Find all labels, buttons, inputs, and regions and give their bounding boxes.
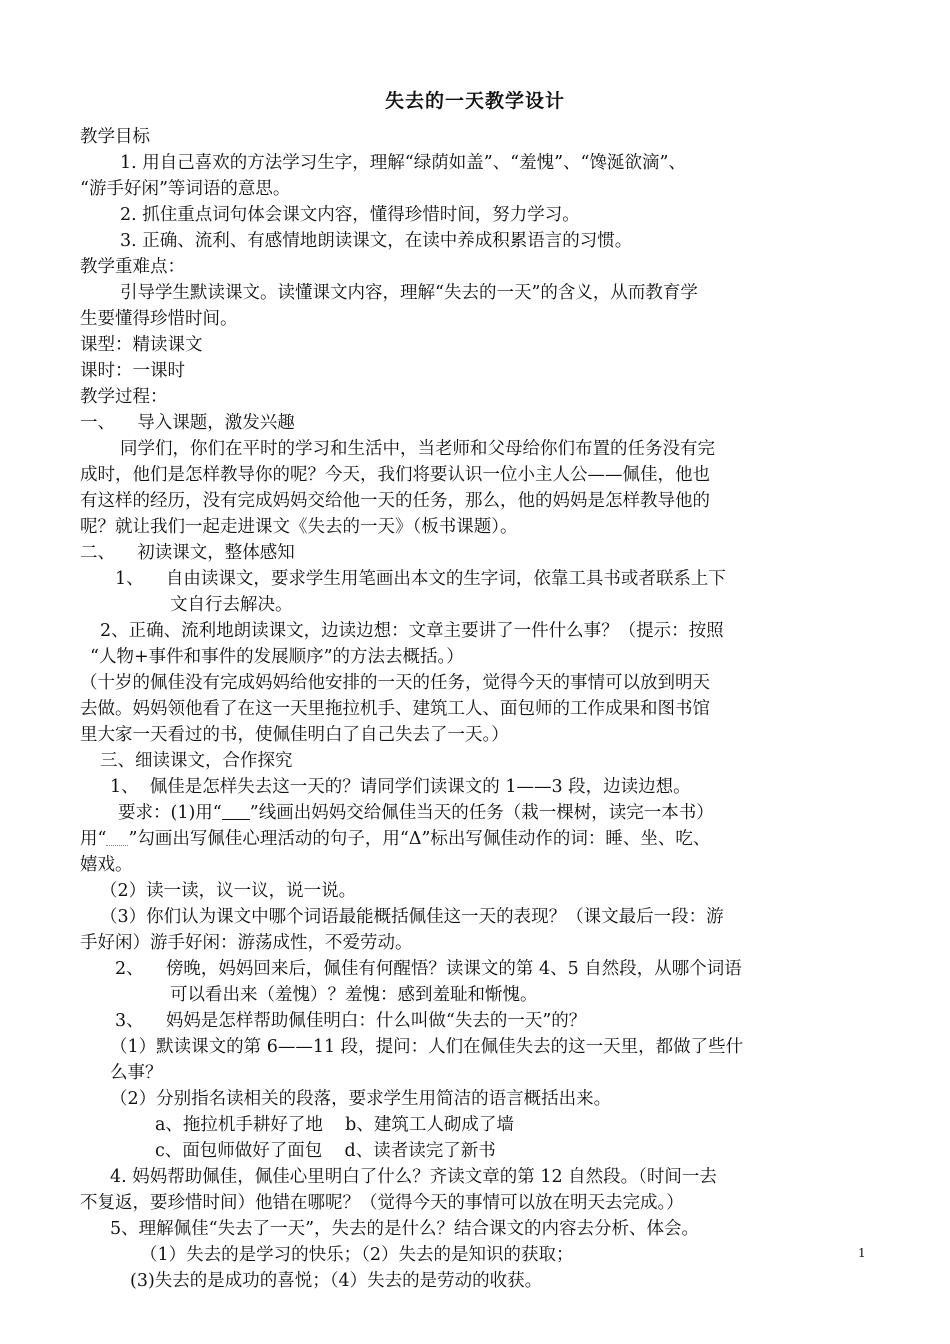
text-line: （十岁的佩佳没有完成妈妈给他安排的一天的任务，觉得今天的事情可以放到明天: [80, 673, 710, 693]
text-line: (3)失去的是成功的喜悦；（4）失去的是劳动的收获。: [130, 1271, 543, 1291]
text-line: 成时，他们是怎样教导你的呢？今天，我们将要认识一位小主人公——佩佳，他也: [80, 465, 710, 485]
text-line: “人物+事件和事件的发展顺序”的方法去概括。）: [90, 647, 464, 667]
text-line: a、拖拉机手耕好了地 b、建筑工人砌成了墙: [155, 1115, 514, 1135]
text-line: 呢？就让我们一起走进课文《失去的一天》（板书课题）。: [80, 517, 518, 537]
section-heading: 课型：精读课文: [80, 335, 203, 355]
document-title: 失去的一天教学设计: [384, 90, 565, 112]
section-heading: 教学目标: [80, 127, 150, 147]
text-line: （1）失去的是学习的快乐；（2）失去的是知识的获取；: [140, 1245, 574, 1265]
text-line: （3）你们认为课文中哪个词语最能概括佩佳这一天的表现？（课文最后一段：游: [100, 907, 724, 927]
text-line: 不复返，要珍惜时间）他错在哪呢？（觉得今天的事情可以放在明天去完成。）: [80, 1193, 684, 1213]
text-line: 4. 妈妈帮助佩佳，佩佳心里明白了什么？齐读文章的第 12 自然段。（时间一去: [110, 1167, 717, 1187]
text-line: “游手好闲”等词语的意思。: [80, 179, 291, 199]
text-line: 1. 用自己喜欢的方法学习生字，理解“绿荫如盖”、“羞愧”、“馋涎欲滴”、: [120, 153, 686, 173]
text-line: 有这样的经历，没有完成妈妈交给他一天的任务，那么，他的妈妈是怎样教导他的: [80, 491, 710, 511]
section-heading: 教学重难点：: [80, 257, 185, 277]
text-line: 2. 抓住重点词句体会课文内容，懂得珍惜时间，努力学习。: [120, 205, 580, 225]
text-line: 1、 自由读课文，要求学生用笔画出本文的生字词，依靠工具书或者联系上下: [115, 569, 726, 589]
text-segment: ”线画出妈妈交给佩佳当天的任务（栽一棵树，读完一本书）: [249, 803, 714, 823]
text-line: 1、 佩佳是怎样失去这一天的？请同学们读课文的 1——3 段，边读边想。: [110, 777, 691, 797]
text-line: [118, 800, 714, 826]
text-line: 同学们，你们在平时的学习和生活中，当老师和父母给你们布置的任务没有完: [120, 439, 715, 459]
text-segment: ”勾画出写佩佳心理活动的句子，用“Δ”标出写佩佳动作的词：睡、坐、吃、: [128, 829, 711, 849]
text-line: 2、正确、流利地朗读课文，边读边想：文章主要讲了一件什么事？（提示：按照: [100, 621, 724, 641]
text-line: 可以看出来（羞愧）？羞愧：感到羞耻和惭愧。: [170, 985, 538, 1005]
text-line: c、面包师做好了面包 d、读者读完了新书: [155, 1141, 496, 1161]
underline-mark: [222, 803, 250, 820]
section-heading: 二、 初读课文，整体感知: [80, 543, 295, 563]
text-line: （2）分别指名读相关的段落，要求学生用简洁的语言概括出来。: [110, 1089, 612, 1109]
text-line: 引导学生默读课文。读懂课文内容，理解“失去的一天”的含义，从而教育学: [120, 283, 698, 303]
section-heading: 一、 导入课题，激发兴趣: [80, 413, 295, 433]
text-line: 去做。妈妈领他看了在这一天里拖拉机手、建筑工人、面包师的工作成果和图书馆: [80, 699, 710, 719]
text-line: （2）读一读，议一议，说一说。: [100, 881, 357, 901]
text-line: （1）默读课文的第 6——11 段，提问：人们在佩佳失去的这一天里，都做了些什: [110, 1037, 744, 1057]
text-line: [80, 826, 710, 852]
text-segment: 要求：(1)用“: [118, 803, 222, 823]
page-number: 1: [858, 1246, 866, 1260]
text-line: 生要懂得珍惜时间。: [80, 309, 238, 329]
text-line: 3、 妈妈是怎样帮助佩佳明白：什么叫做“失去的一天”的？: [115, 1011, 587, 1031]
text-segment: 用“: [80, 829, 107, 849]
text-line: 嬉戏。: [80, 855, 133, 875]
text-line: 手好闲）游手好闲：游荡成性，不爱劳动。: [80, 933, 413, 953]
text-line: 么事？: [110, 1063, 163, 1083]
text-line: 里大家一天看过的书，使佩佳明白了自己失去了一天。）: [80, 725, 509, 745]
text-line: 3. 正确、流利、有感情地朗读课文，在读中养成积累语言的习惯。: [120, 231, 633, 251]
text-line: 文自行去解决。: [170, 595, 293, 615]
text-line: 2、 傍晚，妈妈回来后，佩佳有何醒悟？读课文的第 4、5 自然段，从哪个词语: [115, 959, 742, 979]
text-line: 5、理解佩佳“失去了一天”，失去的是什么？结合课文的内容去分析、体会。: [110, 1219, 700, 1239]
wavy-underline-mark: [106, 831, 128, 846]
section-heading: 三、细读课文，合作探究: [100, 751, 293, 771]
section-heading: 教学过程：: [80, 387, 168, 407]
section-heading: 课时：一课时: [80, 361, 185, 381]
